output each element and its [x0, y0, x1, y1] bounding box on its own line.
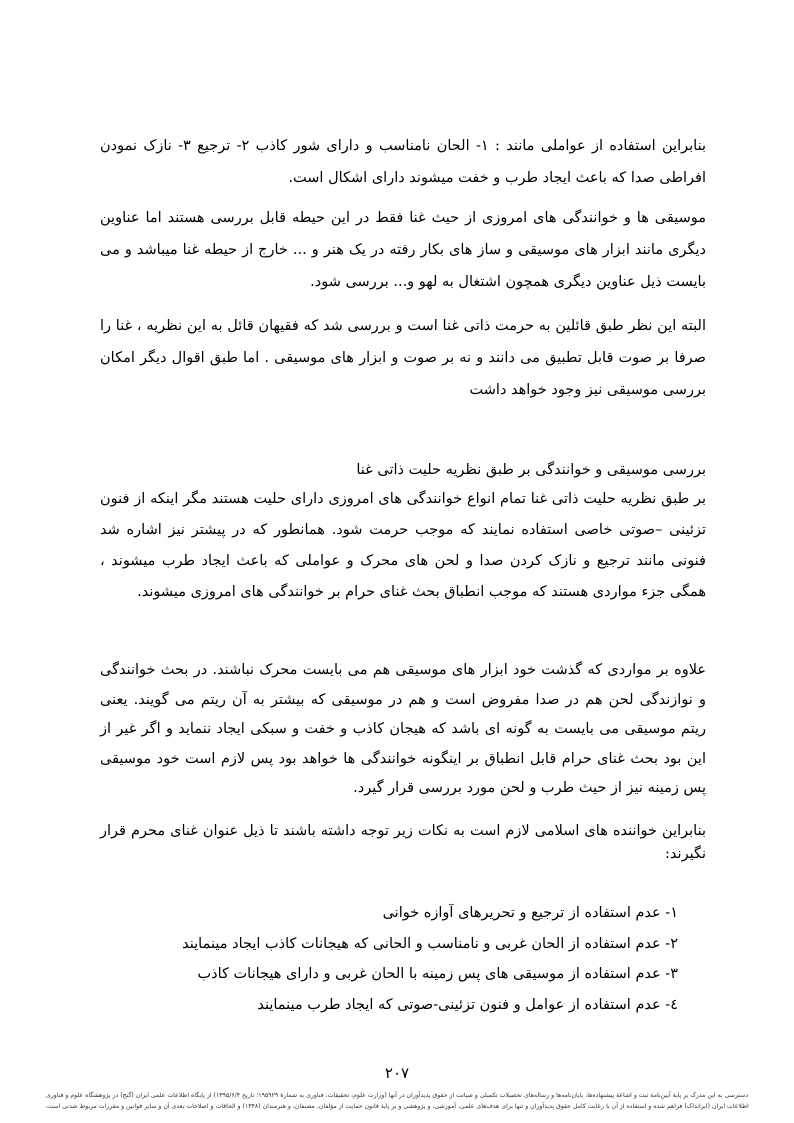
footer-copyright-note: [8, 1090, 786, 1112]
list-item: ۳- عدم استفاده از موسیقی های پس زمینه با الحان غربی و دارای هیجانات کاذب: [197, 966, 678, 982]
paragraph-text: موسیقی ها و خوانندگی های امروزی از حیث غنا فقط در این حیطه قابل بررسی هستند اما عناوین دیگری مانند ابزار های موسیقی و ساز های بکار رفته در یک هنر و ... خارج از حیطه غنا میباشد و می بایست ذیل عناوین دیگری همچون اشتغال به لهو و... بررسی شود.: [100, 210, 706, 290]
footer-line: اطلاعات ایران (ایرانداک) فراهم شده و استفاده از آن با رعایت کامل حقوق پدیدآوران و تنها برای هدف‌های علمی، آموزشی، و پژوهشی و بر پایهٔ قانون حمایت از مؤلفان، مصنفان، و هنرمندان (۱۳۴۸) و الحاقات و اصلاحات بعدی آن و سایر قوانین و مقررات مربوط شدنی است.: [45, 1103, 749, 1110]
section-paragraph-3: [100, 820, 706, 866]
paragraph-text: بنابراین خواننده های اسلامی لازم است به نکات زیر توجه داشته باشند تا ذیل عنوان غنای محرم قرار نگیرند:: [100, 823, 706, 862]
list-item: ۱- عدم استفاده از ترجیع و تحریرهای آوازه خوانی: [382, 905, 678, 921]
paragraph-1: [100, 130, 706, 194]
paragraph-2: [100, 202, 706, 298]
page-number: ۲۰۷: [384, 1064, 410, 1082]
section-paragraph-1: [100, 484, 706, 608]
section-heading: بررسی موسیقی و خوانندگی بر طبق نظریه حلیت ذاتی غنا: [356, 462, 706, 478]
list-item: ۲- عدم استفاده از الحان غربی و نامناسب و الحانی که هیجانات کاذب ایجاد مینمایند: [182, 935, 678, 952]
list-item: ٤- عدم استفاده از عوامل و فنون تزئینی-صوتی که ایجاد طرب مینمایند: [257, 996, 678, 1013]
section-paragraph-2: [100, 656, 706, 804]
paragraph-text: البته این نظر طبق قائلین به حرمت ذاتی غنا است و بررسی شد که فقیهان قائل به این نظریه ، غنا را صرفا بر صوت قابل تطبیق می دانند و نه بر صوت و ابزار های موسیقی . اما طبق اقوال دیگر امکان بررسی موسیقی نیز وجود خواهد داشت: [100, 318, 706, 398]
paragraph-text: علاوه بر مواردی که گذشت خود ابزار های موسیقی هم می بایست محرک نباشند. در بحث خوانندگی و نوازندگی لحن هم در صدا مفروض است و هم در موسیقی که بیشتر به آن ریتم می گویند. یعنی ریتم موسیقی می بایست به گونه ای باشد که هیجان کاذب و خفت و سبکی ایجاد ننماید و اگر غیر از این بود بحث غنای حرام قابل انطباق بر اینگونه خوانندگی ها خواهد بود پس لازم است خود موسیقی پس زمینه نیز از حیث طرب و لحن مورد بررسی قرار گیرد.: [100, 662, 706, 796]
guidelines-list: [100, 898, 678, 1020]
footer-line: دسترسی به این مدرک بر پایهٔ آیین‌نامهٔ ثبت و اشاعهٔ پیشنهاده‌ها، پایان‌نامه‌ها و رساله‌های تحصیلات تکمیلی و صیانت از حقوق پدیدآوران در آنها (وزارت علوم، تحقیقات، فناوری به شمارهٔ ۱۹۵۹۲۹؛ تاریخ ۱۳۹۵/۶/۴) از پایگاه اطلاعات علمی ایران (گنج) در پژوهشگاه علوم و فناوری: [45, 1092, 749, 1099]
paragraph-text: بر طبق نظریه حلیت ذاتی غنا تمام انواع خوانندگی های امروزی دارای حلیت هستند مگر اینکه از فنون تزئینی –صوتی خاصی استفاده نمایند که موجب حرمت شود. همانطور که در پیشتر نیز اشاره شد فنونی مانند ترجیع و نازک کردن صدا و لحن های محرک و عواملی که باعث ایجاد طرب میشوند ، همگی جزء مواردی هستند که موجب انطباق بحث غنای حرام بر خوانندگی های امروزی میشوند.: [100, 491, 706, 600]
paragraph-3: [100, 310, 706, 406]
paragraph-text: بنابراین استفاده از عواملی مانند : ۱- الحان نامناسب و دارای شور کاذب ۲- ترجیع ۳- نازک نمودن افراطی صدا که باعث ایجاد طرب و خفت میشوند دارای اشکال است.: [100, 138, 706, 186]
